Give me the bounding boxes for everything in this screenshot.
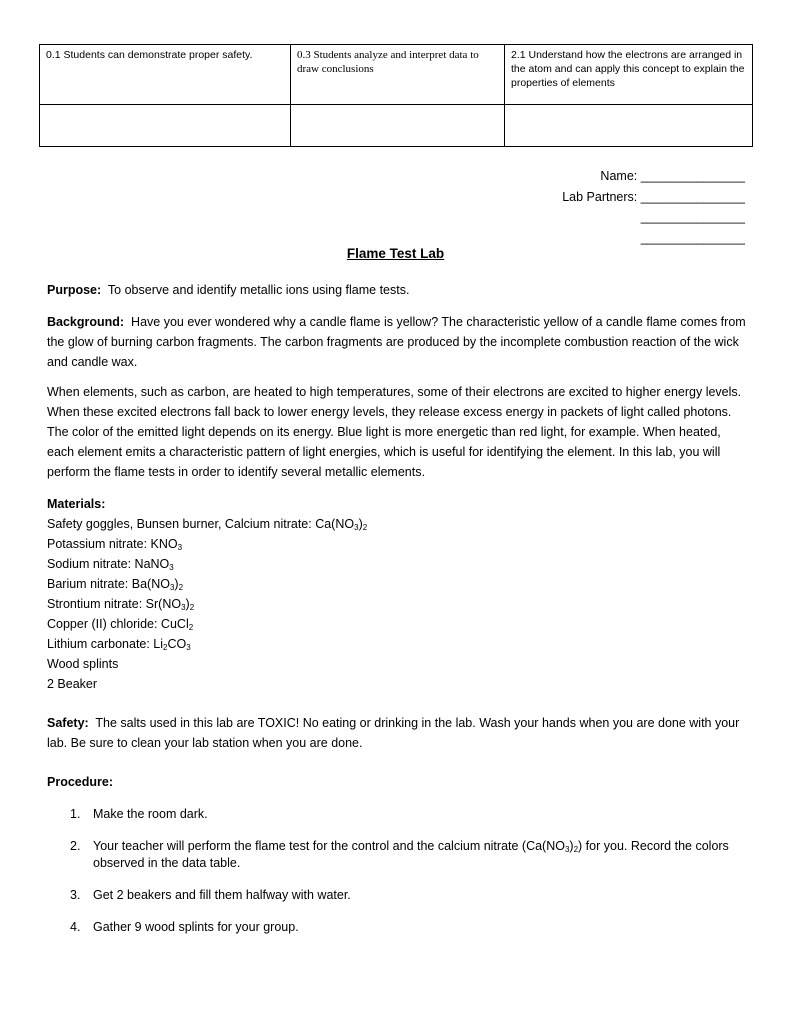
step-number: 4. [70, 920, 81, 934]
standards-row [40, 45, 753, 105]
procedure-step [47, 887, 747, 904]
material-item: Wood splints [47, 657, 119, 671]
material-item: Safety goggles, Bunsen burner, Calcium nitrate: $Ca(NO_3)_2$ [47, 517, 368, 532]
material-item: Copper (II) chloride: CuCl$_2$ [47, 617, 194, 632]
standard-blank-cell-3 [505, 105, 753, 147]
standards-table [39, 44, 753, 147]
lab-content [47, 280, 747, 951]
standard-safety: 0.1 Students can demonstrate proper safety. [40, 45, 291, 105]
background-text-1: Have you ever wondered why a candle flame is yellow? The characteristic yellow of a candle flame comes from the glow of burning carbon fragments. The carbon fragments are produced by the incomplete combustion reaction of the wick and candle wax. [47, 315, 746, 369]
purpose-section [47, 280, 747, 300]
procedure-step [47, 838, 747, 872]
material-item: Lithium carbonate: $Li_2CO_3$ [47, 637, 191, 652]
standard-blank-cell-1 [40, 105, 291, 147]
partner-blank-line-2: _______________ [640, 230, 745, 245]
material-item: Potassium nitrate: $KNO_3$ [47, 537, 183, 552]
step-number: 2. [70, 839, 81, 853]
material-item: Sodium nitrate: NaNO$_3$ [47, 557, 174, 572]
procedure-label: Procedure: [47, 775, 113, 789]
step-number: 1. [70, 807, 81, 821]
partner-blank-line-1: _______________ [640, 210, 745, 224]
safety-label: Safety: [47, 716, 89, 730]
background-paragraph-2: When elements, such as carbon, are heated to high temperatures, some of their electrons are excited to higher energy levels. When these excited electrons fall back to lower energy levels, they release excess energy in packets of light called photons. The color of the emitted light depends on its energy. Blue light is more energetic than red light, for example. When heated, each element emits a characteristic pattern of light energies, which is useful for identifying the element. In this lab, you will perform the flame tests in order to identify several metallic elements. [47, 385, 742, 479]
material-item: Barium nitrate: $Ba(NO_3)_2$ [47, 577, 184, 592]
step-text: Make the room dark. [93, 807, 208, 821]
step-number: 3. [70, 888, 81, 902]
purpose-text: To observe and identify metallic ions using flame tests. [107, 283, 410, 297]
materials-label: Materials: [47, 497, 106, 511]
name-block [562, 166, 745, 248]
purpose-label: Purpose: [47, 283, 102, 297]
procedure-step [47, 806, 747, 823]
step-text: Your teacher will perform the flame test for the control and the calcium nitrate $(Ca(NO_3)_2)$ for you. Record the colors observed in the data table. [93, 839, 729, 870]
safety-section [47, 713, 747, 753]
safety-text: The salts used in this lab are TOXIC! No eating or drinking in the lab. Wash your hands when you are done with your lab. Be sure to clean your lab station when you are done. [47, 716, 740, 750]
standard-blank-cell-2 [291, 105, 505, 147]
materials-section [47, 494, 747, 694]
standard-electrons: 2.1 Understand how the electrons are arranged in the atom and can apply this concept to explain the properties of elements [505, 45, 753, 105]
material-item: 2 Beaker [47, 677, 98, 691]
background-section [47, 312, 747, 372]
procedure-list [47, 806, 747, 936]
step-text: Get 2 beakers and fill them halfway with water. [93, 888, 351, 902]
page-title: Flame Test Lab [346, 246, 445, 261]
step-text: Gather 9 wood splints for your group. [93, 920, 299, 934]
lab-partners-line: Lab Partners: _______________ [562, 189, 745, 204]
standard-analyze-data: 0.3 Students analyze and interpret data to draw conclusions [291, 45, 505, 105]
procedure-step [47, 919, 747, 936]
standards-blank-row [40, 105, 753, 147]
name-line: Name: _______________ [600, 169, 745, 183]
background-label: Background: [47, 315, 125, 329]
material-item: Strontium nitrate: $Sr(NO_3)_2$ [47, 597, 195, 612]
